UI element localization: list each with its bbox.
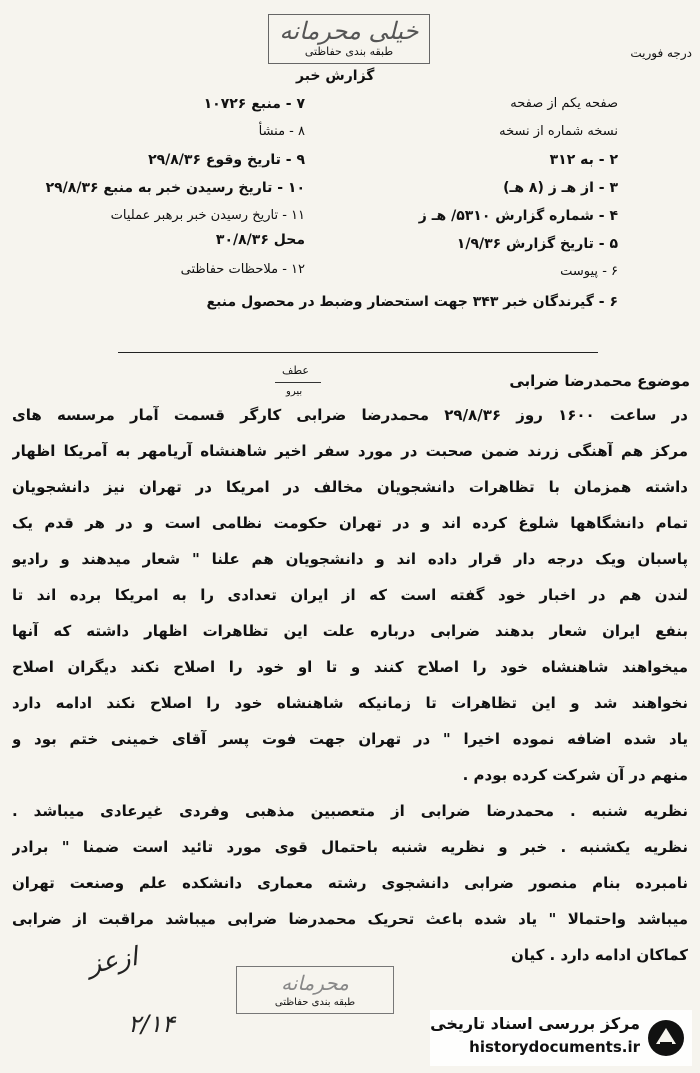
field-source-received-date: ۱۰ - تاریخ رسیدن خبر به منبع ۲۹/۸/۳۶ bbox=[45, 180, 305, 196]
field-operation-received-date: ۱۱ - تاریخ رسیدن خبر برهبر عملیات bbox=[110, 208, 305, 223]
body-line: منهم در آن شرکت کرده بودم . bbox=[462, 766, 688, 784]
copy-number-field: نسخه شماره از نسخه bbox=[499, 124, 618, 139]
field-origin: ۸ - منشأ bbox=[258, 124, 305, 139]
body-line: داشته همزمان با تظاهرات دانشجویان مخالف در امریکا در تهران نیز دانشجویان bbox=[12, 478, 688, 496]
bottom-classification-stamp bbox=[236, 966, 394, 1014]
classification-stamp-word: خیلی محرمانه bbox=[279, 17, 419, 45]
field-recipients: ۶ - گیرندگان خبر ۳۴۳ جهت استحضار وضبط در محصول منبع bbox=[206, 294, 618, 310]
body-line: پاسبان ویک درجه دار قرار داده اند و دانشجویان هم علنا " شعار میدهند و رادیو bbox=[12, 550, 688, 568]
reference-divider bbox=[275, 382, 321, 383]
archive-watermark bbox=[430, 1010, 692, 1066]
archive-logo-icon bbox=[646, 1018, 686, 1058]
bottom-classification-label: طبقه بندی حفاظتی bbox=[274, 997, 356, 1008]
classification-label: طبقه بندی حفاظتی bbox=[304, 45, 394, 58]
body-line: نامبرده بنام منصور ضرابی دانشجوی رشته معماری دانشکده علم وصنعت تهران bbox=[12, 874, 688, 892]
body-line: در ساعت ۱۶۰۰ روز ۲۹/۸/۳۶ محمدرضا ضرابی کارگر قسمت آمار مرسسه های bbox=[12, 406, 688, 424]
body-line: تمام دانشگاهها شلوغ کرده اند و در تهران حکومت نظامی است و در هر قدم یک bbox=[12, 514, 688, 532]
field-security-notes: ۱۲ - ملاحظات حفاظتی bbox=[180, 262, 305, 277]
body-line: میباشد واحتمالا " یاد شده باعث تحریک محمدرضا ضرابی میباشد مراقبت از ضرابی bbox=[12, 910, 688, 928]
page-of-field: صفحه یکم از صفحه bbox=[510, 96, 618, 111]
field-location-date: محل ۳۰/۸/۳۶ bbox=[215, 232, 305, 248]
field-report-date: ۵ - تاریخ گزارش ۱/۹/۳۶ bbox=[456, 236, 618, 252]
subject-line: موضوع محمدرضا ضرابی bbox=[509, 372, 690, 390]
field-event-date: ۹ - تاریخ وقوع ۲۹/۸/۳۶ bbox=[148, 152, 305, 168]
report-title: گزارش خبر bbox=[296, 68, 375, 84]
urgency-label: درجه فوریت bbox=[630, 46, 692, 60]
followup-label: بیرو bbox=[286, 386, 303, 397]
field-report-number: ۴ - شماره گزارش ۵۳۱۰/ هـ ز bbox=[418, 208, 618, 224]
reference-label: عطف bbox=[282, 364, 309, 377]
body-line: کماکان ادامه دارد . کیان bbox=[511, 946, 688, 964]
body-line: مرکز هم آهنگی زرند ضمن صحبت در مورد سفر اخیر شاهنشاه آریامهر به آمریکا اظهار bbox=[12, 442, 688, 460]
watermark-url: historydocuments.ir bbox=[469, 1038, 640, 1056]
watermark-persian: مرکز بررسی اسناد تاریخی bbox=[430, 1014, 640, 1033]
body-line: یاد شده اضافه نموده اخیرا " در تهران جهت فوت پسر آقای خمینی ختم بود و bbox=[12, 730, 688, 748]
body-line: بنفع ایران شعار بدهند ضرابی درباره علت این تظاهرات اظهار داشته که آنها bbox=[12, 622, 688, 640]
field-from: ۳ - از هـ ز (۸ هـ) bbox=[503, 180, 618, 196]
header-divider bbox=[118, 352, 598, 353]
classification-stamp bbox=[268, 14, 430, 64]
body-line: نظریه شنبه . محمدرضا ضرابی از متعصبین مذهبی وفردی غیرعادی میباشد . bbox=[12, 802, 688, 820]
handwritten-date: ۲/۱۴ bbox=[128, 1010, 175, 1038]
body-line: نخواهند شد و این تظاهرات تا زمانیکه شاهنشاه خود را اصلاح نکند ادامه دارد bbox=[12, 694, 688, 712]
handwritten-signature: ازعز bbox=[85, 941, 140, 981]
body-line: نظریه یکشنبه . خبر و نظریه شنبه باحتمال قوی مورد تائید است ضمنا " برادر bbox=[12, 838, 688, 856]
field-source: ۷ - منبع ۱۰۷۲۶ bbox=[203, 96, 305, 112]
body-line: لندن هم در اخبار خود گفته است که از ایران تعدادی را به امریکا برده اند تا bbox=[12, 586, 688, 604]
bottom-stamp-word: محرمانه bbox=[281, 971, 349, 995]
field-to: ۲ - به ۳۱۲ bbox=[549, 152, 618, 168]
field-attachment: ۶ - پیوست bbox=[560, 264, 618, 279]
body-line: میخواهند شاهنشاه خود را اصلاح کنند و تا او خود را اصلاح نکند دیگران اصلاح bbox=[12, 658, 688, 676]
